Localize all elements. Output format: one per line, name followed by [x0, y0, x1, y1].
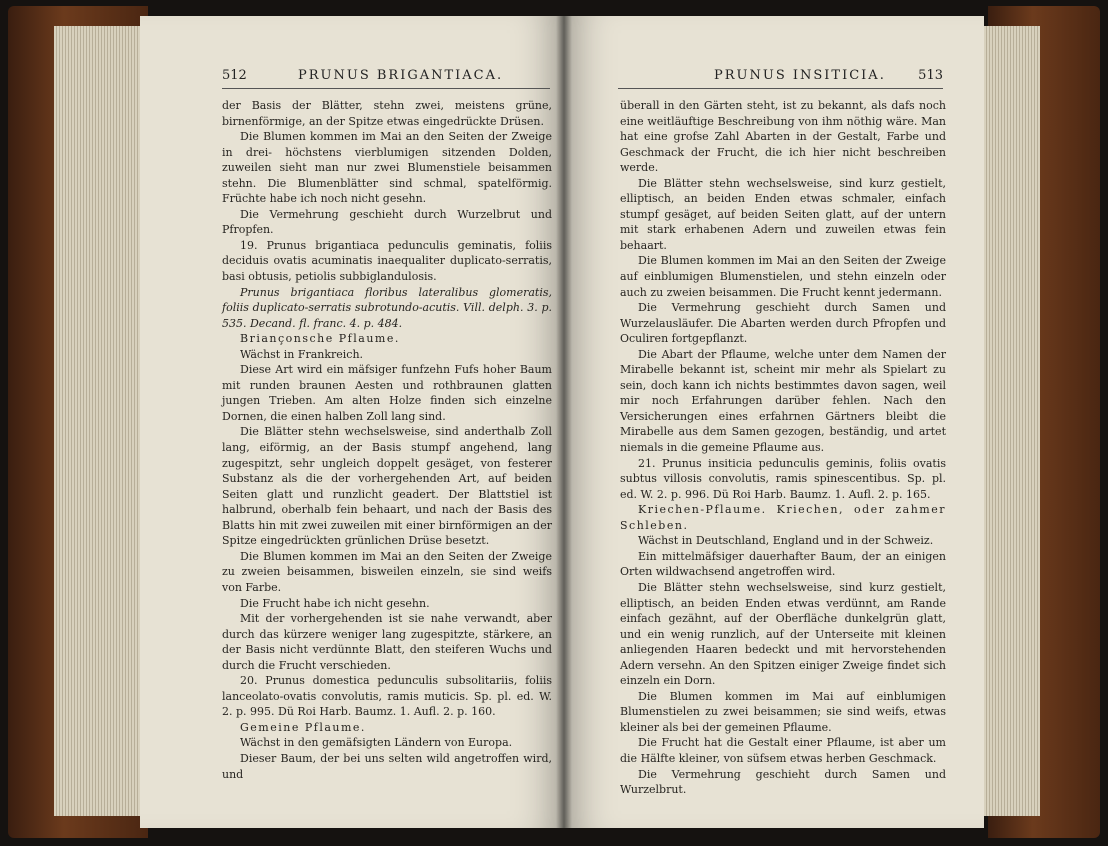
common-name: Gemeine Pflaume.	[240, 720, 366, 734]
page-edges-left	[54, 26, 140, 816]
right-running-head: PRUNUS INSITICIA.	[714, 68, 886, 83]
paragraph: Die Abart der Pflaume, welche unter dem Namen der Mirabelle bekannt ist, scheint mir mehr als Spielart zu sein, doch kann ich nichts bestimmtes davon sagen, weil mir noch Erfahrungen darüber fehlen. Nach den Versicherungen eines erfahrnen Gärtners bleibt die Mirabelle aus dem Samen gezogen, beständig, und artet niemals in die gemeine Pflaume aus.	[620, 347, 946, 455]
paragraph: Die Frucht habe ich nicht gesehn.	[240, 596, 430, 610]
species-entry-21: 21. Prunus insiticia pedunculis geminis, foliis ovatis subtus villosis convolutis, ramis spinescentibus. Sp. pl. ed. W. 2. p. 996. Dü Roi Harb. Baumz. 1. Aufl. 2. p. 165.	[620, 456, 946, 501]
right-running-header	[618, 68, 943, 89]
paragraph: Die Blätter stehn wechselsweise, sind anderthalb Zoll lang, eiförmig, an der Basis stumpf angehend, lang zugespitzt, sehr ungleich doppelt gesäget, von festerer Substanz als die der vorhergehenden Art, auf beiden Seiten glatt und runzlicht geadert. Der Blattstiel ist halbrund, oberhalb fein behaart, und nach der Basis des Blatts hin mit zwei zuweilen mit einer birnförmigen an der Spitze eingedrückten grünlichen Drüse besetzt.	[222, 425, 552, 548]
left-running-header	[222, 68, 550, 89]
paragraph: Die Vermehrung geschieht durch Samen und Wurzelbrut.	[620, 767, 946, 797]
paragraph: Ein mittelmäfsiger dauerhafter Baum, der an einigen Orten wildwachsend angetroffen wird.	[620, 549, 946, 579]
species-entry-19: 19. Prunus brigantiaca pedunculis geminatis, foliis deciduis ovatis acuminatis inaequaliter duplicato-serratis, basi obtusis, petiolis subbiglandulosis.	[222, 238, 552, 284]
paragraph: Die Vermehrung geschieht durch Wurzelbrut und Pfropfen.	[222, 207, 552, 237]
paragraph: überall in den Gärten steht, ist zu bekannt, als dafs noch eine weitläuftige Beschreibung von ihm nöthig wäre. Man hat eine grofse Zahl Abarten in der Gestalt, Farbe und Geschmack der Frucht, die ich hier nicht beschreiben werde.	[620, 99, 946, 175]
habitat: Wächst in den gemäfsigten Ländern von Europa.	[240, 736, 513, 750]
book-gutter	[556, 16, 572, 828]
left-page	[140, 16, 564, 828]
paragraph: Die Blätter stehn wechselsweise, sind kurz gestielt, elliptisch, an beiden Enden etwas schmaler, einfach stumpf gesäget, auf beiden Seiten glatt, auf der untern mit stark erhabenen Adern und zuweilen etwas fein behaart.	[620, 176, 946, 252]
habitat: Wächst in Frankreich.	[240, 347, 364, 361]
right-page	[564, 16, 984, 828]
paragraph: Die Blätter stehn wechselsweise, sind kurz gestielt, elliptisch, an beiden Enden etwas verdünnt, am Rande einfach gezähnt, auf der Oberfläche dunkelgrün glatt, und ein wenig runzlich, auf der Unterseite mit kleinen anliegenden Haaren bedeckt und mit hervorstehenden Adern versehn. An den Spitzen einiger Zweige findet sich einzeln ein Dorn.	[620, 580, 946, 688]
species-entry-20: 20. Prunus domestica pedunculis subsolitariis, foliis lanceolato-ovatis convolutis, ramis muticis. Sp. pl. ed. W. 2. p. 995. Dü Roi Harb. Baumz. 1. Aufl. 2. p. 160.	[222, 674, 552, 719]
left-page-number: 512	[222, 68, 247, 83]
paragraph: Dieser Baum, der bei uns selten wild angetroffen wird, und	[222, 751, 552, 781]
paragraph: Die Vermehrung geschieht durch Samen und Wurzelausläufer. Die Abarten werden durch Pfropfen und Oculiren fortgepflanzt.	[620, 301, 946, 346]
common-name: Briançonsche Pflaume.	[240, 332, 400, 346]
left-page-text	[222, 98, 552, 782]
common-name: Kriechen-Pflaume. Kriechen, oder zahmer Schleben.	[620, 503, 946, 532]
right-page-number: 513	[918, 68, 943, 83]
paragraph: Die Blumen kommen im Mai an den Seiten der Zweige auf einblumigen Blumenstielen, und stehn einzeln oder auch zu zweien beisammen. Die Frucht kennt jedermann.	[620, 254, 946, 299]
left-running-head: PRUNUS BRIGANTIACA.	[298, 68, 504, 83]
synonym-citation: Prunus brigantiaca floribus lateralibus glomeratis, foliis duplicato-serratis subrotundo-acutis. Vill. delph. 3. p. 535. Decand. fl. franc. 4. p. 484.	[222, 285, 552, 330]
paragraph: Mit der vorhergehenden ist sie nahe verwandt, aber durch das kürzere weniger lang zugespitzte, stärkere, an der Basis nicht verdünnte Blatt, den steiferen Wuchs und durch die Frucht verschieden.	[222, 612, 552, 672]
page-edges-right	[978, 26, 1040, 816]
paragraph: Die Blumen kommen im Mai an den Seiten der Zweige in drei- höchstens vierblumigen sitzenden Dolden, zuweilen sieht man nur zwei Blumenstiele beisammen stehn. Die Blumenblätter sind schmal, spatelförmig. Früchte habe ich noch nicht gesehn.	[222, 130, 552, 206]
habitat: Wächst in Deutschland, England und in der Schweiz.	[638, 534, 934, 548]
paragraph: Diese Art wird ein mäfsiger funfzehn Fufs hoher Baum mit runden braunen Aesten und rothbraunen glatten jungen Trieben. Am alten Holze finden sich einzelne Dornen, die einen halben Zoll lang sind.	[222, 363, 552, 423]
paragraph: Die Blumen kommen im Mai auf einblumigen Blumenstielen zu zwei beisammen; sie sind weifs, etwas kleiner als bei der gemeinen Pflaume.	[620, 689, 946, 734]
paragraph: Die Blumen kommen im Mai an den Seiten der Zweige zu zweien beisammen, bisweilen einzeln, sie sind weifs von Farbe.	[222, 549, 552, 594]
right-page-text	[620, 98, 946, 798]
paragraph: der Basis der Blätter, stehn zwei, meistens grüne, birnenförmige, an der Spitze etwas eingedrückte Drüsen.	[222, 99, 552, 128]
paragraph: Die Frucht hat die Gestalt einer Pflaume, ist aber um die Hälfte kleiner, von süfsem etwas herben Geschmack.	[620, 736, 946, 765]
